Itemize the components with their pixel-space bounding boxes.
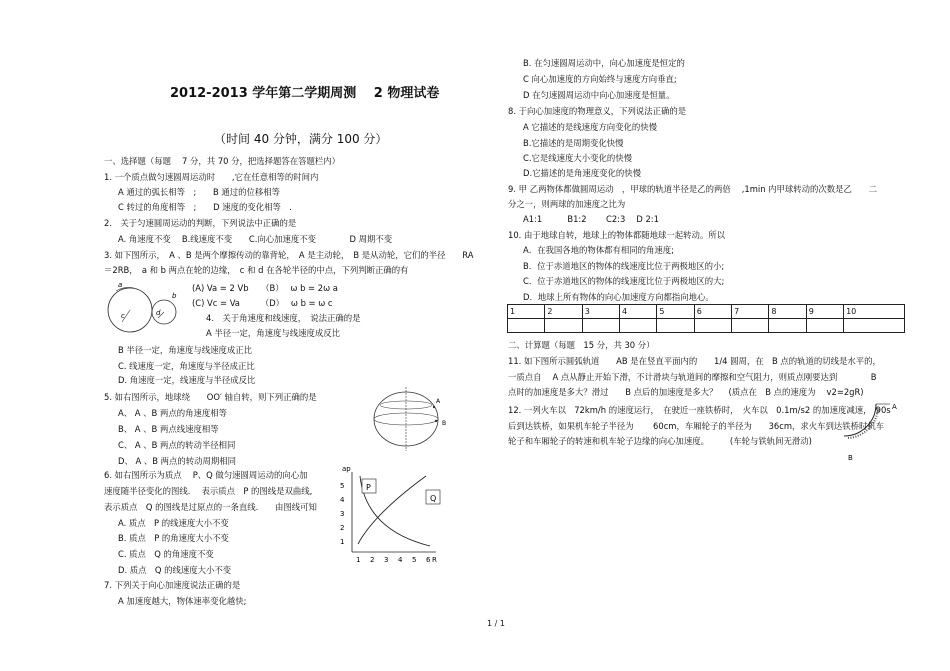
graph-y-tick: 2 — [340, 524, 345, 532]
calc-question-line: 轮子和车厢轮子的转速和机车轮子边缘的向心加速度。 (车轮与铁轨间无滑动) — [508, 436, 812, 446]
earth-label-b: B — [442, 420, 447, 427]
question-line-right: D 在匀速圆周运动中向心加速度是恒量。 — [523, 90, 675, 100]
question-line-left: 一、选择题（每题 7 分，共 70 分，把选择题答在答题栏内） — [104, 156, 341, 166]
question-line-left: D、 A 、B 两点的转动周期相同 — [118, 456, 237, 466]
answer-blank-cell[interactable] — [657, 319, 694, 333]
wheel-label-d: d — [156, 309, 161, 317]
graph-x-tick: 3 — [384, 556, 389, 564]
question-line-left: D. 质点 Q 的线速度大小不变 — [118, 565, 232, 575]
answer-number-cell: 10 — [844, 305, 905, 319]
question-line-left: (A) Va = 2 Vb （B） ω b = 2ω a — [192, 283, 338, 293]
question-line-left: C. 质点 Q 的角速度不变 — [118, 549, 214, 559]
answer-blank-cell[interactable] — [769, 319, 806, 333]
arc-track-figure — [840, 400, 900, 465]
wheel-label-c: c — [121, 312, 125, 320]
graph-x-ticks — [356, 556, 431, 564]
question-line-left: A. 角速度不变 B.线速度不变 C.向心加速度不变 D 周期不变 — [118, 234, 393, 244]
earth-label-a: A — [436, 398, 441, 405]
question-line-left: 5. 如右图所示，地球绕 OO′ 轴自转，则下列正确的是 — [104, 392, 317, 402]
question-line-left: A、 A 、B 两点的角速度相等 — [118, 408, 227, 418]
answer-blank-cell[interactable] — [508, 319, 545, 333]
answer-number-cell: 4 — [620, 305, 657, 319]
question-line-left: (C) Vc = Va （D） ω b = ω c — [192, 298, 333, 308]
question-line-right: D.它描述的是角速度变化的快慢 — [523, 168, 641, 178]
answer-blank-cell[interactable] — [806, 319, 843, 333]
question-line-left: C、 A 、B 两点的转动半径相同 — [118, 440, 236, 450]
question-line-left: 表示质点 Q 的图线是过原点的一条直线. 由图线可知 — [104, 502, 317, 512]
calc-question-line: 点时的加速度是多大？滑过 B 点后的加速度是多大？ (质点在 B 点的速度为 v2=2gR) — [508, 387, 864, 397]
answer-blank-cell[interactable] — [582, 319, 619, 333]
answer-number-cell: 9 — [806, 305, 843, 319]
question-line-left: A. 质点 P 的线速度大小不变 — [118, 518, 229, 528]
answer-number-cell: 3 — [582, 305, 619, 319]
wheel-label-b: b — [172, 292, 177, 300]
question-line-right: 9. 甲 乙两物体都做圆周运动 ，甲球的轨道半径是乙的两倍 ,1min 内甲球转动的次数是乙 二 — [508, 184, 878, 194]
graph-y-ticks — [340, 482, 345, 546]
question-line-right: C．位于赤道地区的物体的线速度比位于两极地区的大; — [523, 276, 725, 286]
question-line-left: D. 角速度一定，线速度与半径成反比 — [118, 375, 256, 385]
answer-number-cell: 7 — [732, 305, 769, 319]
question-line-right: C.它是线速度大小变化的快慢 — [523, 153, 633, 163]
question-line-left: A 半径一定，角速度与线速度成反比 — [206, 328, 341, 338]
question-line-left: 1. 一个质点做匀速圆周运动时 ,它在任意相等的时间内 — [104, 172, 319, 182]
question-line-left: B、 A 、B 两点线速度相等 — [118, 424, 219, 434]
answer-number-cell: 1 — [508, 305, 545, 319]
question-line-right: 10. 由于地球自转，地球上的物体都随地球一起转动。所以 — [508, 230, 725, 240]
question-line-right: D．地球上所有物体的向心加速度方向都指向地心。 — [523, 292, 714, 302]
answer-blank-cell[interactable] — [732, 319, 769, 333]
question-line-left: 2. 关于匀速圆周运动的判断，下列说法中正确的是 — [104, 218, 297, 228]
page-title: 2012-2013 学年第二学期周测 2 物理试卷 — [170, 86, 440, 101]
question-line-left: C 转过的角度相等 ; D 速度的变化相等 . — [118, 202, 292, 212]
graph-y-tick: 1 — [340, 538, 345, 546]
question-line-left: B 半径一定，角速度与线速度成正比 — [118, 345, 253, 355]
graph-xlabel: R — [432, 556, 437, 564]
question-line-right: B. 在匀速圆周运动中，向心加速度是恒定的 — [523, 58, 685, 68]
answer-blank-cell[interactable] — [694, 319, 731, 333]
question-line-left: 速度随半径变化的图线. 表示质点 P 的图线是双曲线, — [104, 486, 313, 496]
graph-y-tick: 3 — [340, 510, 345, 518]
answer-number-cell: 8 — [769, 305, 806, 319]
graph-x-tick: 2 — [370, 556, 375, 564]
question-line-right: C 向心加速度的方向始终与速度方向垂直; — [523, 74, 677, 84]
question-line-left: A 通过的弧长相等 ; B 通过的位移相等 — [118, 187, 280, 197]
answer-blank-cell[interactable] — [620, 319, 657, 333]
arc-label-b: B — [848, 454, 853, 462]
question-line-left: 7. 下列关于向心加速度说法正确的是 — [104, 580, 241, 590]
question-line-left: 6. 如右图所示为质点 P、Q 做匀速圆周运动的向心加 — [104, 470, 308, 480]
answer-table — [507, 304, 905, 333]
graph-x-tick: 1 — [356, 556, 361, 564]
graph-x-tick: 4 — [398, 556, 403, 564]
page-footer: 1 / 1 — [487, 619, 505, 628]
question-line-left: 4. 关于角速度和线速度， 说法正确的是 — [206, 313, 361, 323]
calc-question-line: 一质点自 A 点从静止开始下滑，不计滑块与轨道间的摩擦和空气阻力，则质点刚要达到 B — [508, 372, 877, 382]
question-line-left: C. 线速度一定，角速度与半径成正比 — [118, 361, 255, 371]
question-line-right: B.它描述的是周期变化快慢 — [523, 138, 624, 148]
answer-table-header-row — [508, 305, 905, 319]
calc-question-line: 二、计算题（每题 15 分，共 30 分） — [508, 340, 655, 350]
answer-number-cell: 2 — [545, 305, 582, 319]
graph-y-tick: 4 — [340, 496, 345, 504]
calc-question-line: 12. 一列火车以 72km/h 的速度运行， 在驶近一座铁桥时， 火车以 0.1m/s2 的加速度减速， 90s — [508, 405, 891, 415]
graph-x-tick: 5 — [412, 556, 417, 564]
calc-question-line: 后到达铁桥，如果机车轮子半径为 60cm，车厢轮子的半径为 36cm，求火车到达铁桥时机车 — [508, 421, 885, 431]
wheels-figure — [104, 282, 184, 342]
graph-y-tick: 5 — [340, 482, 345, 490]
question-line-left: B. 质点 P 的角速度大小不变 — [118, 533, 229, 543]
earth-figure — [366, 385, 456, 455]
arc-label-a: A — [892, 403, 897, 411]
question-line-right: A 它描述的是线速度方向变化的快慢 — [523, 122, 658, 132]
graph-ylabel: ap — [342, 465, 351, 473]
question-line-right: 8. 于向心加速度的物理意义，下列说法正确的是 — [508, 106, 687, 116]
answer-blank-cell[interactable] — [545, 319, 582, 333]
answer-blank-cell[interactable] — [844, 319, 905, 333]
question-line-right: B．位于赤道地区的物体的线速度比位于两极地区的小; — [523, 261, 725, 271]
answer-number-cell: 5 — [657, 305, 694, 319]
graph-label-p: P — [366, 483, 371, 492]
question-line-right: A1:1 B1:2 C2:3 D 2:1 — [523, 214, 659, 224]
graph-label-q: Q — [430, 494, 437, 503]
calc-question-line: 11. 如下图所示圆弧轨道 AB 是在竖直平面内的 1/4 圆周，在 B 点的轨道的切线是水平的， — [508, 356, 881, 366]
question-line-left: ＝2RB， a 和 b 两点在轮的边缘， c 和 d 在各轮半径的中点，下列判断正确的有 — [104, 265, 409, 275]
acceleration-radius-graph — [334, 466, 444, 566]
graph-x-tick: 6 — [426, 556, 431, 564]
question-line-right: 分之一，则两球的加速度之比为 — [508, 199, 626, 209]
answer-table-answer-row — [508, 319, 905, 333]
question-line-right: A．在我国各地的物体都有相同的角速度; — [523, 245, 674, 255]
question-line-left: 3. 如下图所示， A 、B 是两个摩擦传动的靠背轮， A 是主动轮， B 是从动轮，它们的半径 RA — [104, 250, 474, 260]
answer-number-cell: 6 — [694, 305, 731, 319]
wheel-label-a: a — [118, 281, 123, 289]
question-line-left: A 加速度越大，物体速率变化越快; — [118, 596, 247, 606]
page-subtitle: （时间 40 分钟，满分 100 分） — [214, 132, 388, 146]
